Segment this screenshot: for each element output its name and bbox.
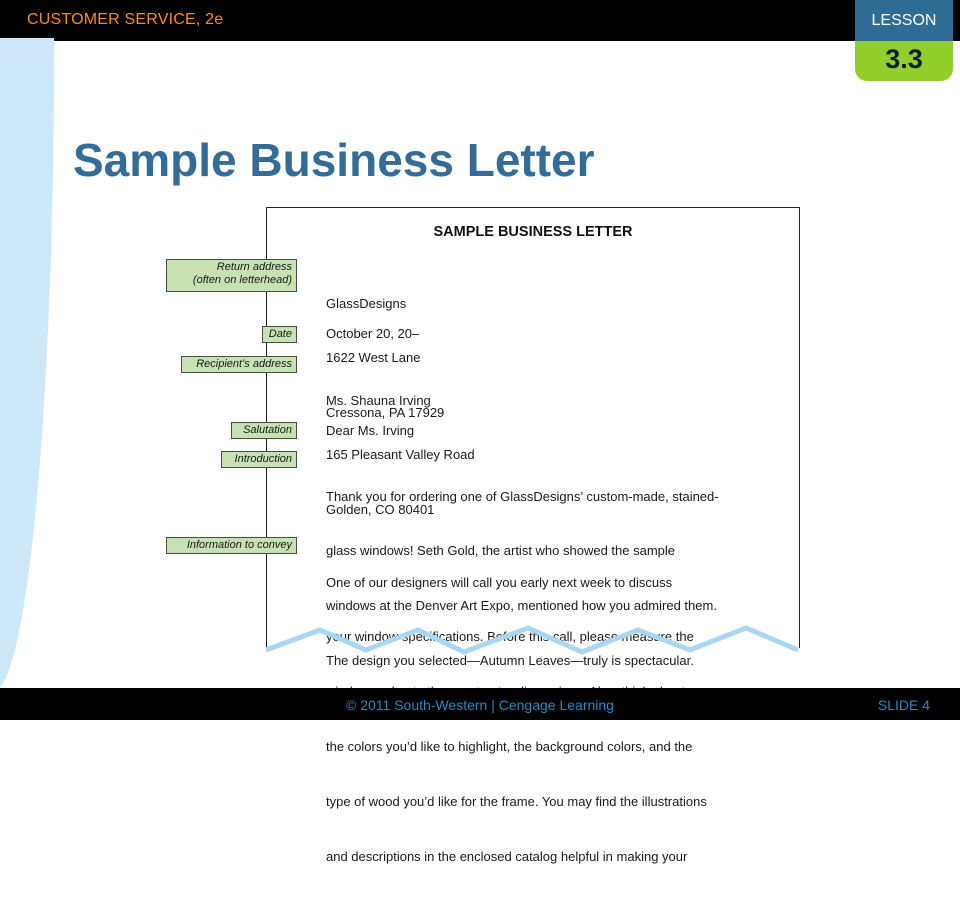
copyright-text: © 2011 South-Western | Cengage Learning [346, 697, 614, 713]
salutation-line: Dear Ms. Irving [326, 423, 415, 438]
return-address-line: 1622 West Lane [326, 350, 421, 366]
lesson-number: 3.3 [855, 41, 953, 81]
recipient-address-line: 165 Pleasant Valley Road [326, 447, 475, 463]
label-recipient-address: Recipient’s address [181, 356, 297, 373]
return-address-line: GlassDesigns [326, 295, 407, 311]
label-return-address [166, 259, 297, 292]
introduction-line: glass windows! Seth Gold, the artist who showed the sample [326, 543, 676, 559]
lesson-label: LESSON [855, 0, 953, 41]
introduction-line: Thank you for ordering one of GlassDesigns’ custom-made, stained- [326, 488, 719, 504]
label-return-address-line: Return address [216, 261, 292, 273]
label-date: Date [262, 326, 297, 343]
label-salutation: Salutation [231, 422, 297, 439]
page-title: Sample Business Letter [73, 134, 595, 186]
information-line: type of wood you’d like for the frame. You may find the illustrations [326, 794, 707, 810]
introduction-line: The design you selected—Autumn Leaves—truly is spectacular. [326, 653, 694, 669]
label-return-address-line: (often on letterhead) [192, 274, 292, 286]
slide-number: SLIDE 4 [877, 697, 930, 713]
footer-bar [0, 688, 960, 720]
label-information: Information to convey [166, 537, 297, 554]
recipient-address-line: Ms. Shauna Irving [326, 392, 431, 408]
information-line: your window specifications. Before this call, please measure the [326, 629, 694, 645]
information-line: One of our designers will call you early next week to discuss [326, 574, 673, 590]
header-bar [0, 0, 960, 41]
date-line: October 20, 20– [326, 326, 420, 341]
course-title: CUSTOMER SERVICE, 2e [27, 11, 224, 28]
label-introduction: Introduction [221, 451, 297, 468]
recipient-address-line: Golden, CO 80401 [326, 502, 435, 518]
information-line: the colors you’d like to highlight, the background colors, and the [326, 739, 693, 755]
information-line: and descriptions in the enclosed catalog helpful in making your [326, 849, 688, 865]
introduction-line: windows at the Denver Art Expo, mentioned how you admired them. [326, 598, 717, 614]
letter-heading: SAMPLE BUSINESS LETTER [433, 224, 633, 240]
decorative-side-band [0, 38, 54, 690]
return-address-line: Cressona, PA 17929 [326, 405, 445, 421]
torn-edge-zigzag [258, 618, 808, 668]
